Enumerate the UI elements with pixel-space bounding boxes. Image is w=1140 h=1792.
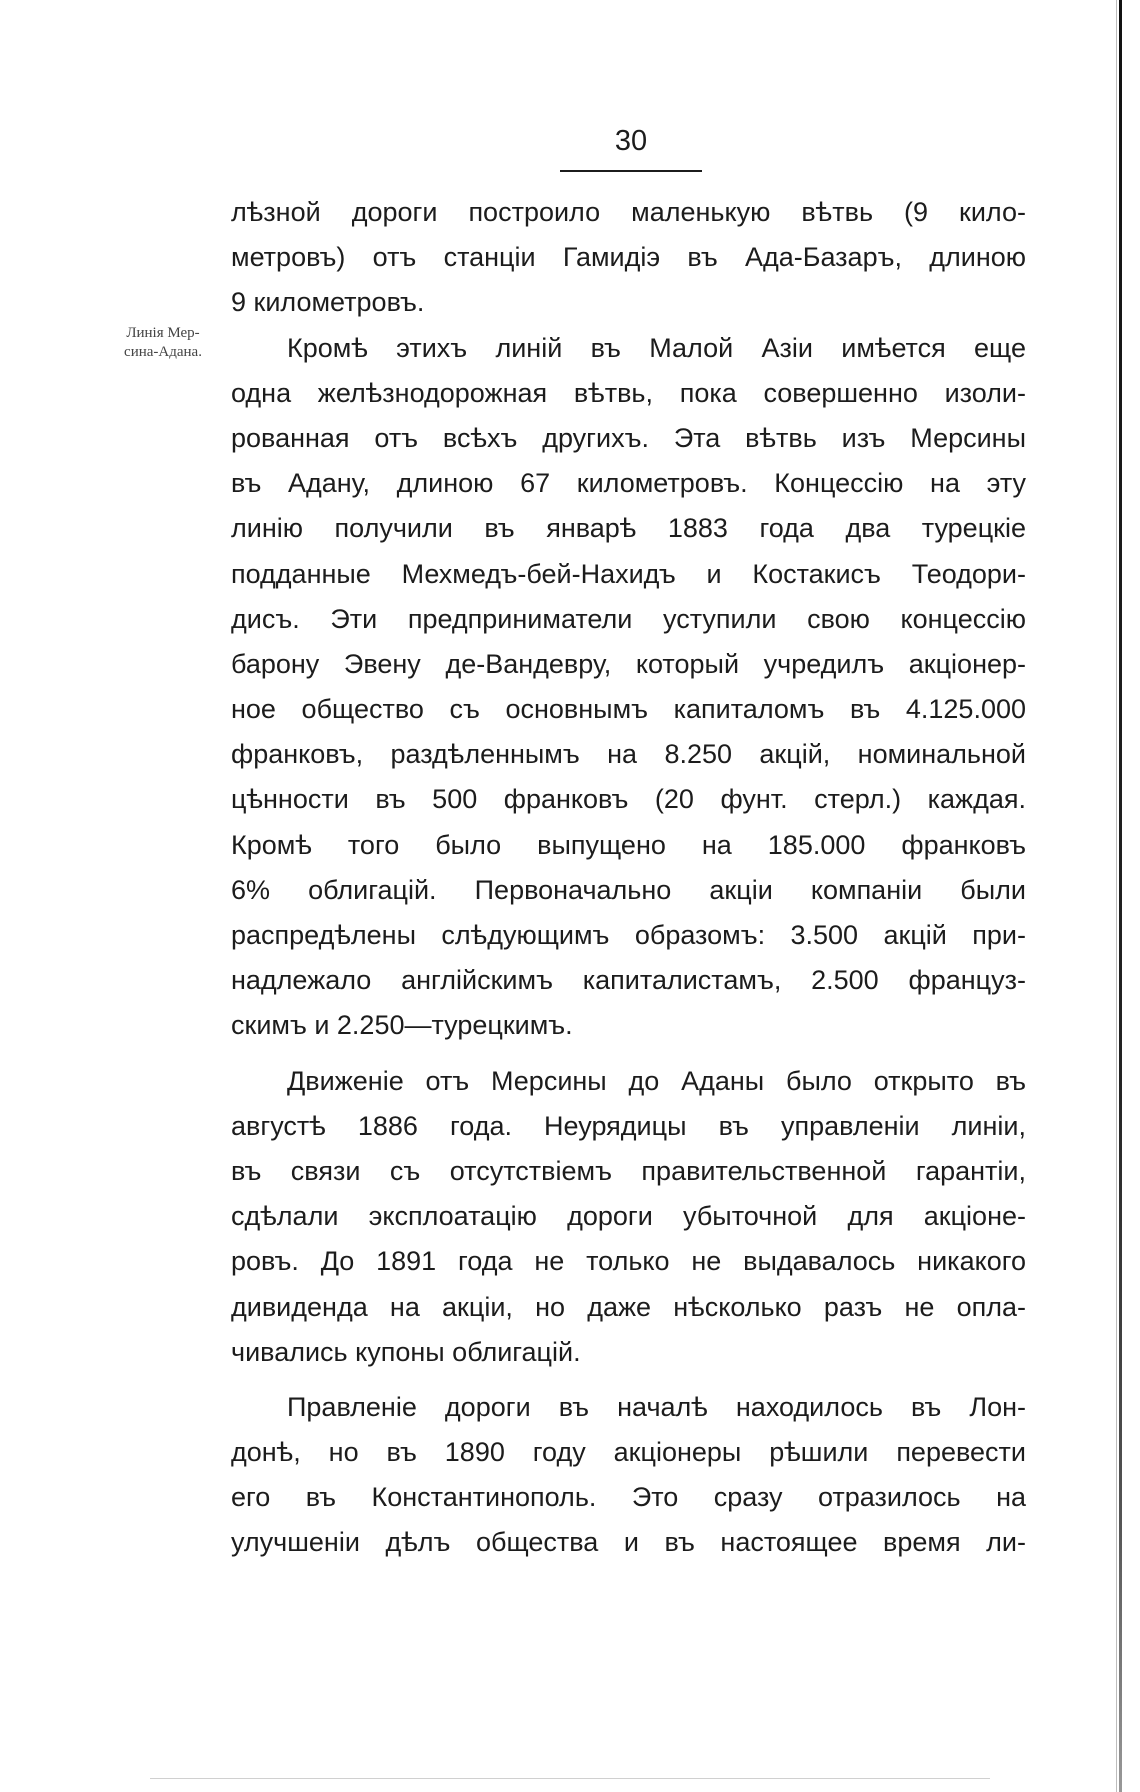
paragraph-gap <box>231 1049 1026 1059</box>
text-line: дивиденда на акціи, но даже нѣсколько разъ не опла- <box>231 1291 1026 1322</box>
body-text <box>231 190 1026 1566</box>
paragraph-4 <box>231 1385 1026 1566</box>
page-number-rule <box>560 170 702 172</box>
text-line: барону Эвену де-Вандевру, который учредилъ акціонер- <box>231 648 1026 679</box>
text-line: ровъ. До 1891 года не только не выдавалось никакого <box>231 1246 1026 1277</box>
text-line: распредѣлены слѣдующимъ образомъ: 3.500 акцій при- <box>231 920 1026 950</box>
text-line: скимъ и 2.250—турецкимъ. <box>231 1010 573 1041</box>
text-line: 9 километровъ. <box>231 287 425 318</box>
margin-note <box>88 324 238 362</box>
text-line: улучшеніи дѣлъ общества и въ настоящее время ли- <box>231 1527 1026 1558</box>
text-line: сдѣлали эксплоатацію дороги убыточной для акціоне- <box>231 1201 1026 1232</box>
text-line: лѣзной дороги построило маленькую вѣтвь (9 кило- <box>231 197 1026 227</box>
text-line: Кромѣ того было выпущено на 185.000 франковъ <box>231 829 1026 860</box>
text-line: ное общество съ основнымъ капиталомъ въ 4.125.000 <box>231 694 1026 725</box>
text-line: Кромѣ этихъ линій въ Малой Азіи имѣется еще <box>287 332 1026 363</box>
text-line: донѣ, но въ 1890 году акціонеры рѣшили перевести <box>231 1437 1026 1468</box>
text-line: подданные Мехмедъ-бей-Нахидъ и Костакисъ Теодори- <box>231 558 1026 589</box>
text-line: чивались купоны облигацій. <box>231 1336 581 1367</box>
paragraph-gap <box>231 1375 1026 1385</box>
paragraph-3 <box>231 1059 1026 1375</box>
text-line: линію получили въ январѣ 1883 года два турецкіе <box>231 513 1026 544</box>
text-line: въ связи съ отсутствіемъ правительственной гарантіи, <box>231 1155 1026 1186</box>
text-line: франковъ, раздѣленнымъ на 8.250 акцій, номинальной <box>231 739 1026 770</box>
text-line: одна желѣзнодорожная вѣтвь, пока совершенно изоли- <box>231 377 1026 408</box>
text-line: рованная отъ всѣхъ другихъ. Эта вѣтвь изъ Мерсины <box>231 422 1026 453</box>
text-line: цѣнности въ 500 франковъ (20 фунт. стерл.) каждая. <box>231 784 1026 815</box>
scan-edge-line <box>1116 0 1117 1792</box>
text-line: въ Адану, длиною 67 километровъ. Концессію на эту <box>231 468 1026 499</box>
text-line: дисъ. Эти предприниматели уступили свою концессію <box>231 603 1026 634</box>
text-line: его въ Константинополь. Это сразу отразилось на <box>231 1482 1026 1513</box>
paragraph-1 <box>231 190 1026 326</box>
paragraph-2 <box>231 326 1026 1049</box>
page-number: 30 <box>614 125 648 157</box>
scan-bottom-edge <box>150 1778 990 1779</box>
text-line: 6% облигацій. Первоначально акціи компаніи были <box>231 874 1026 905</box>
scan-edge-shadow <box>1119 0 1122 1792</box>
text-line: августѣ 1886 года. Неурядицы въ управленіи линіи, <box>231 1110 1026 1141</box>
margin-note-line: сина-Адана. <box>124 344 202 360</box>
text-line: метровъ) отъ станціи Гамидіэ въ Ада-Базаръ, длиною <box>231 242 1026 273</box>
text-line: Движеніе отъ Мерсины до Аданы было открыто въ <box>287 1065 1026 1096</box>
margin-note-line: Линія Мер- <box>126 325 200 341</box>
text-line: надлежало англійскимъ капиталистамъ, 2.500 француз- <box>231 965 1026 996</box>
text-line: Правленіе дороги въ началѣ находилось въ Лон- <box>287 1391 1026 1422</box>
